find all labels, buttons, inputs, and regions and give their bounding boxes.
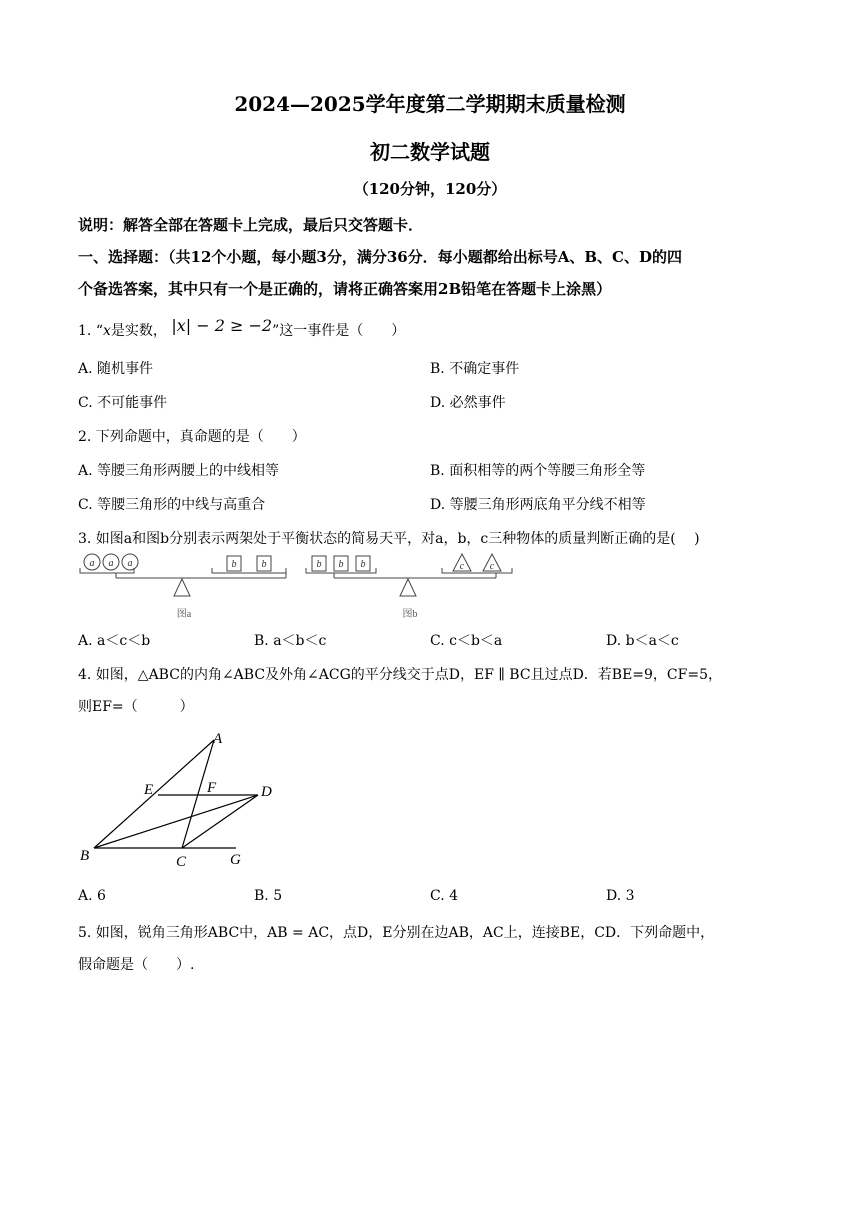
- fulcrum-b: [400, 579, 416, 596]
- q3-balance-figures: [76, 550, 526, 626]
- q3-option-a: A. a＜c＜b: [78, 633, 151, 649]
- segment-ba: [94, 740, 214, 848]
- label-b-2: b: [261, 559, 267, 570]
- q4-stem-line1: 4. 如图，△ABC的内角∠ABC及外角∠ACG的平分线交于点D，EF ∥ BC且过点D．若BE=9，CF=5，: [78, 667, 722, 683]
- q1-option-a: A. 随机事件: [78, 361, 154, 377]
- q1-number: 1.: [78, 323, 92, 339]
- point-e-label: E: [144, 782, 154, 798]
- exam-subtitle: 初二数学试题: [370, 140, 490, 164]
- q1-option-b: B. 不确定事件: [430, 361, 520, 377]
- segment-cd: [182, 795, 258, 848]
- q2-option-a: A. 等腰三角形两腰上的中线相等: [78, 463, 280, 479]
- q2-option-b: B. 面积相等的两个等腰三角形全等: [430, 463, 646, 479]
- point-d-label: D: [261, 784, 272, 800]
- segment-bd: [94, 795, 258, 848]
- q2-option-d: D. 等腰三角形两底角平分线不相等: [430, 497, 646, 513]
- label-c-2: c: [489, 561, 495, 572]
- figure-b-caption: 图b: [402, 609, 418, 620]
- q1-text-b: 这一事件是（ ）: [279, 323, 406, 339]
- label-b-4: b: [338, 559, 344, 570]
- point-a-label: A: [213, 731, 223, 747]
- point-f-label: F: [207, 780, 217, 796]
- balance-b: [306, 554, 512, 596]
- q1-option-d: D. 必然事件: [430, 395, 506, 411]
- section1-line1: 一、选择题：（共12个小题，每小题3分，满分36分．每小题都给出标号A、B、C、D的四: [78, 248, 682, 266]
- q3-stem: 3. 如图a和图b分别表示两架处于平衡状态的简易天平，对a，b，c三种物体的质量判断正确的是( ): [78, 531, 700, 547]
- point-b-label: B: [80, 848, 90, 864]
- q1-text-a: 是实数，: [110, 323, 167, 339]
- label-b-3: b: [316, 559, 322, 570]
- q1-option-c: C. 不可能事件: [78, 395, 168, 411]
- q2-option-c: C. 等腰三角形的中线与高重合: [78, 497, 266, 513]
- section1-line2: 个备选答案，其中只有一个是正确的，请将正确答案用2B铅笔在答题卡上涂黑）: [78, 280, 612, 298]
- point-c-label: C: [176, 854, 187, 870]
- q1-expression: |x| − 2 ≥ −2: [171, 316, 273, 335]
- q5-stem-line2: 假命题是（ ）.: [78, 957, 195, 973]
- q1-open-quote: “: [95, 323, 103, 339]
- q1-var-x: x: [102, 323, 111, 339]
- q3-option-b: B. a＜b＜c: [254, 633, 327, 649]
- label-a-2: a: [108, 558, 114, 569]
- label-b-1: b: [231, 559, 237, 570]
- q1-stem: [78, 316, 406, 340]
- q4-option-c: C. 4: [430, 888, 459, 904]
- q4-stem-line2: 则EF=（ ）: [78, 699, 194, 715]
- q3-option-c: C. c＜b＜a: [430, 633, 503, 649]
- q3-option-d: D. b＜a＜c: [606, 633, 679, 649]
- q4-geometry-figure: [76, 726, 276, 872]
- fulcrum-a: [174, 579, 190, 596]
- exam-title: 2024—2025学年度第二学期期末质量检测: [234, 92, 626, 116]
- q1-close-quote: ”: [272, 323, 280, 339]
- label-c-1: c: [459, 561, 465, 572]
- q4-option-b: B. 5: [254, 888, 283, 904]
- q2-stem: 2. 下列命题中，真命题的是（ ）: [78, 429, 306, 445]
- q4-option-a: A. 6: [78, 888, 106, 904]
- time-score: （120分钟，120分）: [353, 180, 507, 198]
- instructions-note: 说明：解答全部在答题卡上完成，最后只交答题卡．: [78, 216, 424, 234]
- label-a-3: a: [127, 558, 133, 569]
- figure-a-caption: 图a: [176, 609, 192, 620]
- label-a-1: a: [89, 558, 95, 569]
- q5-stem-line1: 5. 如图，锐角三角形ABC中，AB = AC，点D，E分别在边AB，AC上，连接BE，CD．下列命题中，: [78, 925, 715, 941]
- label-b-5: b: [360, 559, 366, 570]
- q4-option-d: D. 3: [606, 888, 635, 904]
- point-g-label: G: [230, 852, 241, 868]
